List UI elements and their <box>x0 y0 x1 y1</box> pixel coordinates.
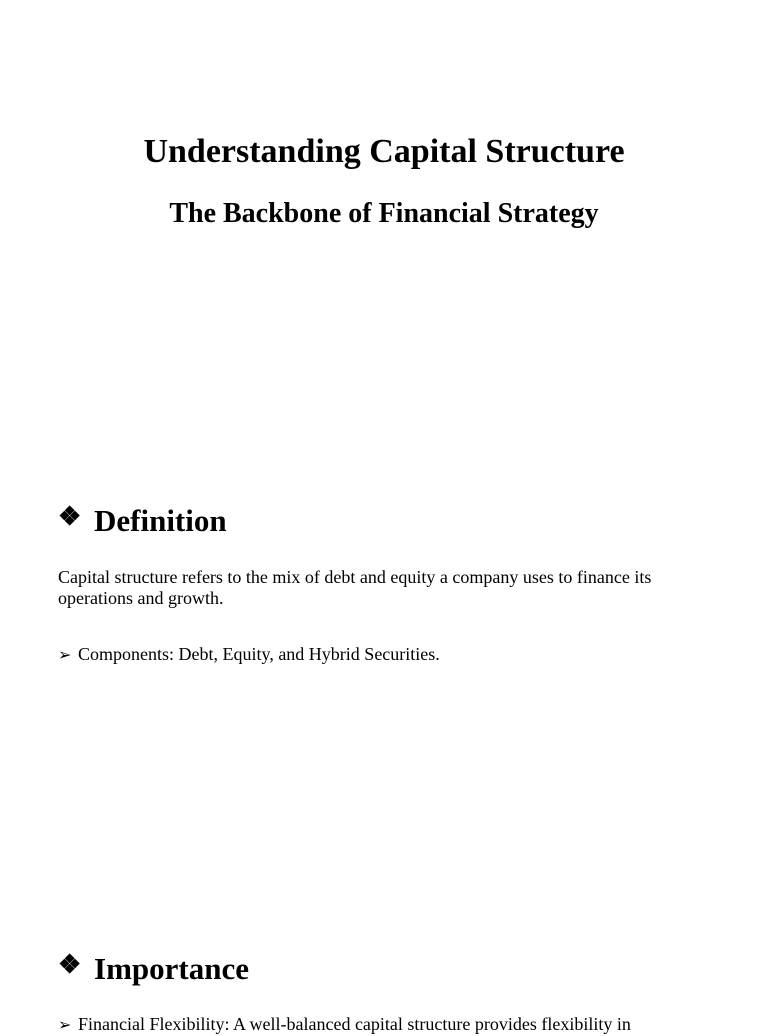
arrow-bullet-icon: ➢ <box>58 1017 72 1034</box>
section-heading-importance <box>58 951 249 987</box>
section-heading-label: Importance <box>94 951 249 986</box>
list-item-financial-flexibility <box>58 1014 738 1036</box>
definition-paragraph: Capital structure refers to the mix of debt and equity a company uses to finance its operations and growth. <box>58 567 652 608</box>
diamond-bullet-icon: ❖ <box>58 950 82 979</box>
section-heading-definition <box>58 503 227 539</box>
list-item-components <box>58 644 738 666</box>
document-title: Understanding Capital Structure <box>143 133 625 170</box>
diamond-bullet-icon: ❖ <box>58 502 82 531</box>
section-heading-label: Definition <box>94 503 227 538</box>
list-item-text: Financial Flexibility: A well-balanced capital structure provides flexibility in <box>78 1014 631 1034</box>
arrow-bullet-icon: ➢ <box>58 647 72 664</box>
list-item-text: Components: Debt, Equity, and Hybrid Securities. <box>78 644 440 664</box>
document-subtitle: The Backbone of Financial Strategy <box>169 198 599 229</box>
